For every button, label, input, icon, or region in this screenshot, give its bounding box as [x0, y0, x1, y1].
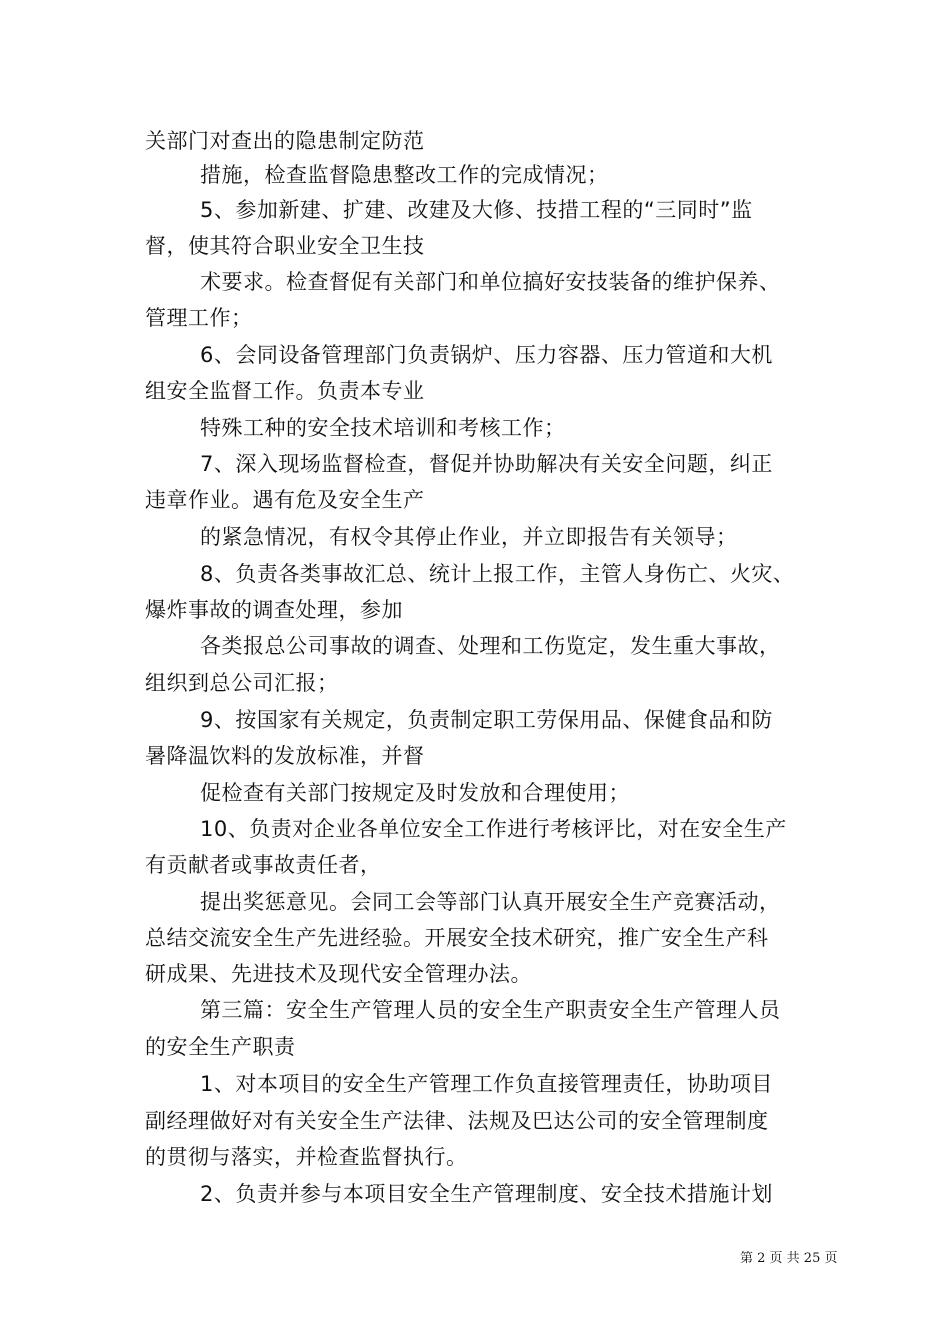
- text-line: 的紧急情况，有权令其停止作业，并立即报告有关领导；: [200, 525, 738, 549]
- text-line: 促检查有关部门按规定及时发放和合理使用；: [200, 781, 630, 805]
- text-line: 6、会同设备管理部门负责锅炉、压力容器、压力管道和大机: [200, 343, 773, 367]
- text-line: 2、负责并参与本项目安全生产管理制度、安全技术措施计划: [200, 1182, 773, 1206]
- text-line: 总结交流安全生产先进经验。开展安全技术研究，推广安全生产科: [145, 926, 769, 950]
- text-line: 的安全生产职责: [145, 1035, 296, 1059]
- text-line: 各类报总公司事故的调查、处理和工伤览定，发生重大事故，: [200, 634, 781, 658]
- text-line: 督，使其符合职业安全卫生技: [145, 234, 425, 258]
- text-line: 组织到总公司汇报；: [145, 671, 339, 695]
- text-line: 提出奖惩意见。会同工会等部门认真开展安全生产竞赛活动，: [200, 890, 781, 914]
- text-line: 特殊工种的安全技术培训和考核工作；: [200, 416, 566, 440]
- text-line: 9、按国家有关规定，负责制定职工劳保用品、保健食品和防: [200, 708, 773, 732]
- page-number: 第 2 页 共 25 页: [740, 1251, 838, 1266]
- text-line: 10、负责对企业各单位安全工作进行考核评比，对在安全生产: [200, 817, 787, 841]
- text-line: 7、深入现场监督检查，督促并协助解决有关安全问题，纠正: [200, 452, 773, 476]
- text-line: 术要求。检查督促有关部门和单位搞好安技装备的维护保养、: [200, 270, 781, 294]
- text-line: 关部门对查出的隐患制定防范: [145, 129, 425, 153]
- text-line: 5、参加新建、扩建、改建及大修、技措工程的“三同时”监: [200, 198, 753, 222]
- text-line: 爆炸事故的调查处理，参加: [145, 598, 403, 622]
- text-line: 副经理做好对有关安全生产法律、法规及巴达公司的安全管理制度: [145, 1109, 769, 1133]
- text-line: 暑降温饮料的发放标准，并督: [145, 744, 425, 768]
- text-line: 的贯彻与落实，并检查监督执行。: [145, 1145, 468, 1169]
- text-line: 组安全监督工作。负责本专业: [145, 379, 425, 403]
- text-line: 有贡献者或事故责任者，: [145, 853, 382, 877]
- text-line: 管理工作；: [145, 306, 253, 330]
- text-line: 研成果、先进技术及现代安全管理办法。: [145, 962, 532, 986]
- text-line: 违章作业。遇有危及安全生产: [145, 488, 425, 512]
- text-line: 1、对本项目的安全生产管理工作负直接管理责任，协助项目: [200, 1072, 773, 1096]
- text-line: 措施，检查监督隐患整改工作的完成情况；: [200, 163, 609, 187]
- text-line: 第三篇：安全生产管理人员的安全生产职责安全生产管理人员: [200, 998, 781, 1022]
- text-line: 8、负责各类事故汇总、统计上报工作，主管人身伤亡、火灾、: [200, 562, 795, 586]
